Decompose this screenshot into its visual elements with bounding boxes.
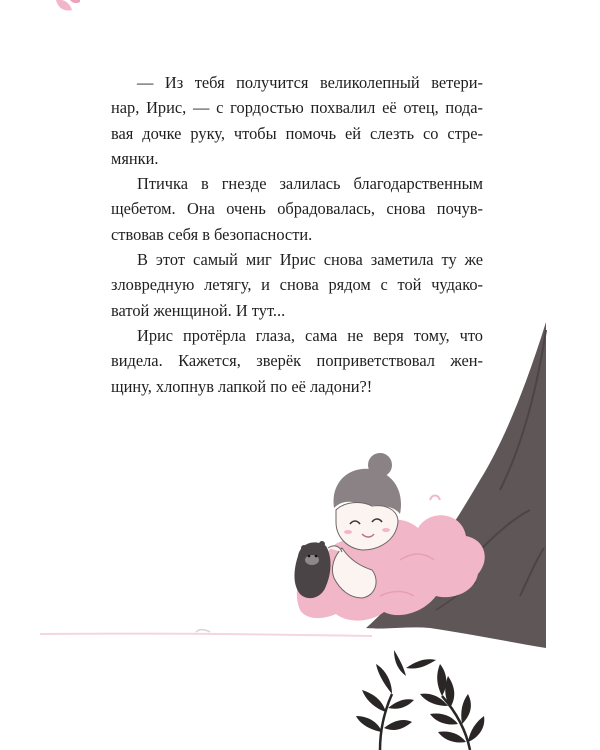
text-line: Птичка в гнезде залилась благодарственным bbox=[137, 174, 483, 194]
text-line: зловредную летягу, и снова рядом с той чудако- bbox=[111, 275, 483, 295]
text-line: вая дочке руку, чтобы помочь ей слезть со стре- bbox=[111, 123, 483, 143]
text-line: В этот самый миг Ирис снова заметила ту же bbox=[137, 250, 483, 270]
text-line: мянки. bbox=[111, 148, 159, 168]
corner-blossom-illustration bbox=[56, 0, 80, 11]
text-line: видела. Кажется, зверёк поприветствовал жен- bbox=[111, 351, 483, 371]
paragraph bbox=[111, 323, 483, 399]
text-line: Ирис протёрла глаза, сама не веря тому, что bbox=[137, 325, 483, 345]
story-text bbox=[111, 70, 483, 399]
ground-line bbox=[40, 634, 372, 636]
text-line: щебетом. Она очень обрадовалась, снова почув- bbox=[111, 199, 483, 219]
text-line: ватой женщиной. И тут... bbox=[111, 300, 286, 320]
leaves-illustration bbox=[356, 650, 484, 750]
paragraph bbox=[111, 70, 483, 171]
paragraph bbox=[111, 247, 483, 323]
text-line: нар, Ирис, — с гордостью похвалил её отец, пода- bbox=[111, 98, 483, 118]
text-line: ствовав себя в безопасности. bbox=[111, 224, 313, 244]
text-line: щину, хлопнув лапкой по её ладони?! bbox=[111, 376, 373, 396]
text-line: — Из тебя получится великолепный ветери- bbox=[137, 73, 483, 92]
paragraph bbox=[111, 171, 483, 247]
